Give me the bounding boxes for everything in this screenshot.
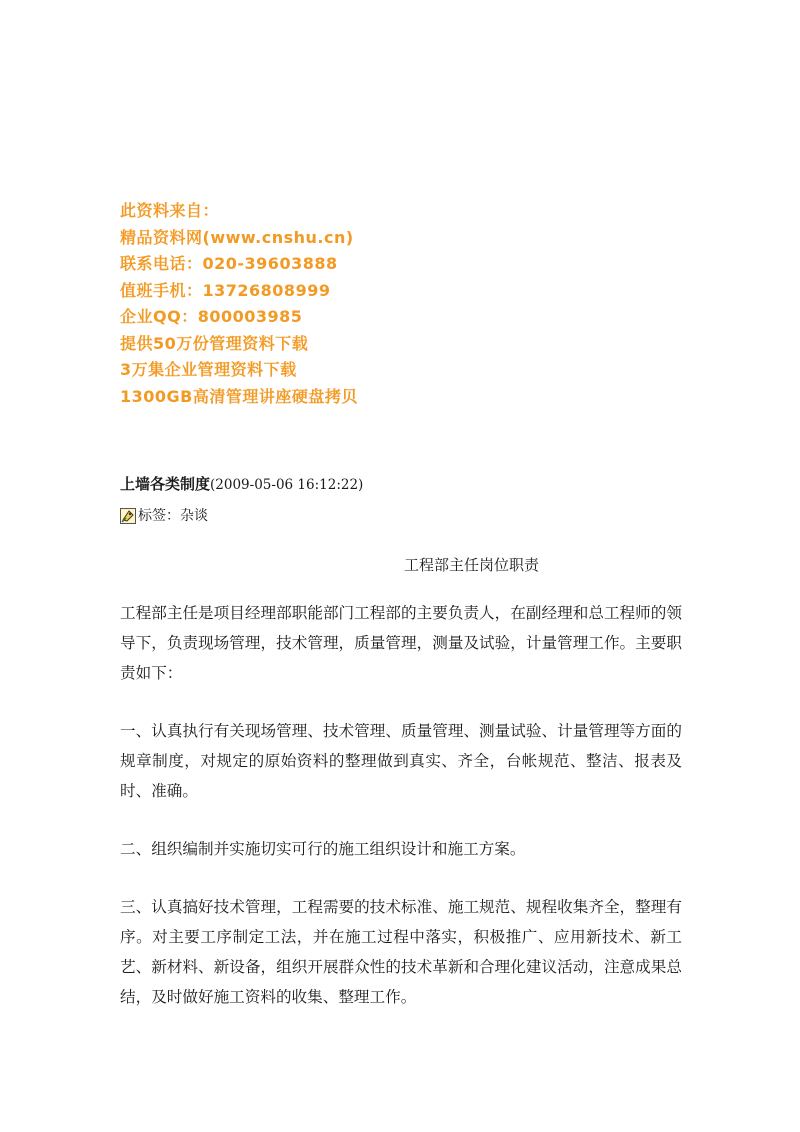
ad-line-website: 精品资料网(www.cnshu.cn): [120, 227, 354, 247]
post-title-line: [120, 472, 720, 497]
post-timestamp: (2009-05-06 16:12:22): [210, 477, 364, 493]
ad-line-qq: 企业QQ：800003985: [120, 307, 303, 326]
ad-line-source: 此资料来自：: [120, 201, 220, 220]
ad-line-offer-1: 提供50万份管理资料下载: [120, 333, 309, 353]
tag-value[interactable]: 杂谈: [180, 508, 208, 524]
ad-line-offer-2: 3万集企业管理资料下载: [120, 360, 297, 379]
document-title: 工程部主任岗位职责: [404, 556, 540, 574]
tag-label: 标签：: [138, 508, 180, 524]
post-header: [120, 472, 720, 528]
ad-line-mobile: 值班手机：13726808999: [120, 280, 331, 300]
document-body: [120, 598, 682, 1040]
ad-line-phone: 联系电话：020-39603888: [120, 254, 338, 273]
ad-line-offer-3: 1300GB高清管理讲座硬盘拷贝: [120, 386, 358, 406]
ad-block: [120, 198, 680, 410]
tag-line: [120, 504, 720, 528]
tag-icon: [120, 508, 136, 524]
paragraph-2: 二、组织编制并实施切实可行的施工组织设计和施工方案。: [120, 840, 526, 858]
paragraph-intro: 工程部主任是项目经理部职能部门工程部的主要负责人，在副经理和总工程师的领导下，负责现场管理，技术管理，质量管理，测量及试验，计量管理工作。主要职责如下：: [120, 604, 682, 682]
paragraph-1: 一、认真执行有关现场管理、技术管理、质量管理、测量试验、计量管理等方面的规章制度，对规定的原始资料的整理做到真实、齐全，台帐规范、整洁、报表及时、准确。: [120, 722, 682, 800]
paragraph-3: 三、认真搞好技术管理，工程需要的技术标准、施工规范、规程收集齐全，整理有序。对主要工序制定工法，并在施工过程中落实，积极推广、应用新技术、新工艺、新材料、新设备，组织开展群众性的技术革新和合理化建议活动，注意成果总结，及时做好施工资料的收集、整理工作。: [120, 898, 682, 1006]
post-title: 上墙各类制度: [120, 475, 211, 493]
